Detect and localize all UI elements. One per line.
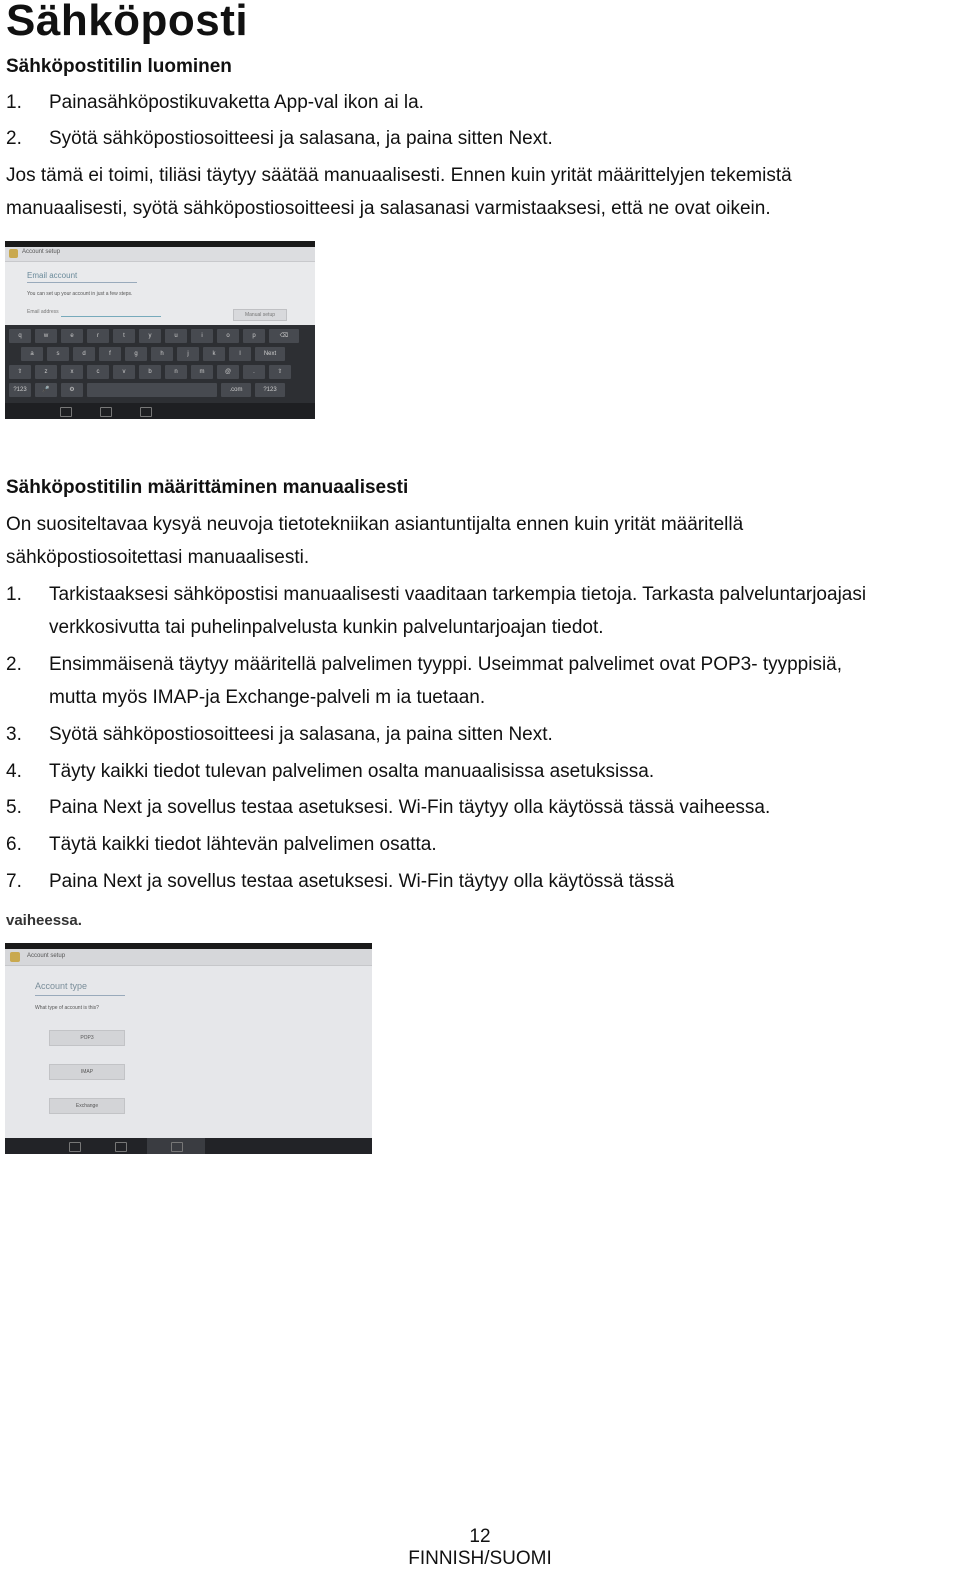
key[interactable]: w bbox=[35, 329, 57, 343]
key[interactable]: x bbox=[61, 365, 83, 379]
page-number: 12 bbox=[469, 1526, 491, 1547]
email-field-label: Email address bbox=[27, 309, 59, 315]
symbols-key[interactable]: ?123 bbox=[9, 383, 31, 397]
key[interactable]: . bbox=[243, 365, 265, 379]
page-title: Sähköposti bbox=[6, 0, 249, 45]
exchange-button[interactable]: Exchange bbox=[49, 1098, 125, 1114]
setup-panel bbox=[5, 247, 315, 325]
key[interactable]: h bbox=[151, 347, 173, 361]
home-icon[interactable] bbox=[115, 1142, 127, 1152]
key[interactable]: o bbox=[217, 329, 239, 343]
email-app-icon bbox=[9, 249, 18, 258]
shift-key[interactable]: ⇧ bbox=[9, 365, 31, 379]
key[interactable]: y bbox=[139, 329, 161, 343]
app-bar bbox=[5, 949, 372, 966]
email-setup-screenshot bbox=[5, 241, 315, 419]
keyboard-row-4 bbox=[9, 383, 285, 397]
key[interactable]: z bbox=[35, 365, 57, 379]
symbols-key[interactable]: ?123 bbox=[255, 383, 285, 397]
account-type-screenshot bbox=[5, 943, 372, 1154]
heading-divider bbox=[27, 282, 137, 283]
back-icon[interactable] bbox=[69, 1142, 81, 1152]
key[interactable]: i bbox=[191, 329, 213, 343]
recents-icon[interactable] bbox=[140, 407, 152, 417]
system-nav-bar bbox=[5, 403, 315, 419]
key[interactable]: a bbox=[21, 347, 43, 361]
heading-divider bbox=[35, 995, 125, 996]
key[interactable]: j bbox=[177, 347, 199, 361]
language-label: FINNISH/SUOMI bbox=[408, 1548, 552, 1569]
key[interactable]: k bbox=[203, 347, 225, 361]
on-screen-keyboard bbox=[5, 325, 315, 403]
email-field[interactable] bbox=[61, 316, 161, 317]
key[interactable]: d bbox=[73, 347, 95, 361]
key[interactable]: n bbox=[165, 365, 187, 379]
keyboard-row-2 bbox=[21, 347, 285, 361]
keyboard-row-3 bbox=[9, 365, 291, 379]
app-title: Account setup bbox=[27, 953, 66, 959]
spacebar-key[interactable] bbox=[87, 383, 217, 397]
key[interactable]: g bbox=[125, 347, 147, 361]
key[interactable]: l bbox=[229, 347, 251, 361]
back-icon[interactable] bbox=[60, 407, 72, 417]
backspace-key[interactable]: ⌫ bbox=[269, 329, 299, 343]
screen-question: What type of account is this? bbox=[35, 1005, 99, 1011]
email-app-icon bbox=[10, 952, 20, 962]
key[interactable]: s bbox=[47, 347, 69, 361]
settings-icon[interactable]: ⚙ bbox=[61, 383, 83, 397]
pop3-button[interactable]: POP3 bbox=[49, 1030, 125, 1046]
paragraph-line: sähköpostiosoitettasi manuaalisesti. bbox=[6, 547, 310, 568]
paragraph-line: On suositeltavaa kysyä neuvoja tietotekniikan asiantuntijalta ennen kuin yrität määritellä bbox=[6, 514, 744, 535]
screen-subtext: You can set up your account in just a few steps. bbox=[27, 291, 133, 297]
screen-heading: Email account bbox=[27, 271, 78, 280]
imap-button[interactable]: IMAP bbox=[49, 1064, 125, 1080]
paragraph-line: Jos tämä ei toimi, tiliäsi täytyy säätää manuaalisesti. Ennen kuin yrität määrittelyjen tekemistä bbox=[6, 165, 792, 186]
system-nav-bar bbox=[5, 1138, 372, 1154]
screen-heading: Account type bbox=[35, 981, 88, 991]
key[interactable]: q bbox=[9, 329, 31, 343]
key[interactable]: u bbox=[165, 329, 187, 343]
key[interactable]: v bbox=[113, 365, 135, 379]
mic-icon[interactable]: 🎤 bbox=[35, 383, 57, 397]
key[interactable]: c bbox=[87, 365, 109, 379]
shift-key[interactable]: ⇧ bbox=[269, 365, 291, 379]
key[interactable]: t bbox=[113, 329, 135, 343]
app-title: Account setup bbox=[22, 249, 61, 255]
keyboard-row-1 bbox=[9, 329, 299, 343]
next-key[interactable]: Next bbox=[255, 347, 285, 361]
manual-setup-button[interactable]: Manual setup bbox=[233, 309, 287, 321]
app-bar bbox=[5, 247, 315, 262]
key[interactable]: @ bbox=[217, 365, 239, 379]
paragraph-line: manuaalisesti, syötä sähköpostiosoitteesi ja salasanasi varmistaaksesi, että ne ovat oikein. bbox=[6, 198, 771, 219]
home-icon[interactable] bbox=[100, 407, 112, 417]
dotcom-key[interactable]: .com bbox=[221, 383, 251, 397]
key[interactable]: m bbox=[191, 365, 213, 379]
key[interactable]: b bbox=[139, 365, 161, 379]
key[interactable]: p bbox=[243, 329, 265, 343]
section-heading-manual-setup: Sähköpostitilin määrittäminen manuaalisesti bbox=[6, 477, 409, 498]
recents-icon[interactable] bbox=[171, 1142, 183, 1152]
trailing-word: vaiheessa. bbox=[6, 912, 82, 929]
key[interactable]: r bbox=[87, 329, 109, 343]
key[interactable]: e bbox=[61, 329, 83, 343]
key[interactable]: f bbox=[99, 347, 121, 361]
section-heading-create-account: Sähköpostitilin luominen bbox=[6, 56, 232, 77]
